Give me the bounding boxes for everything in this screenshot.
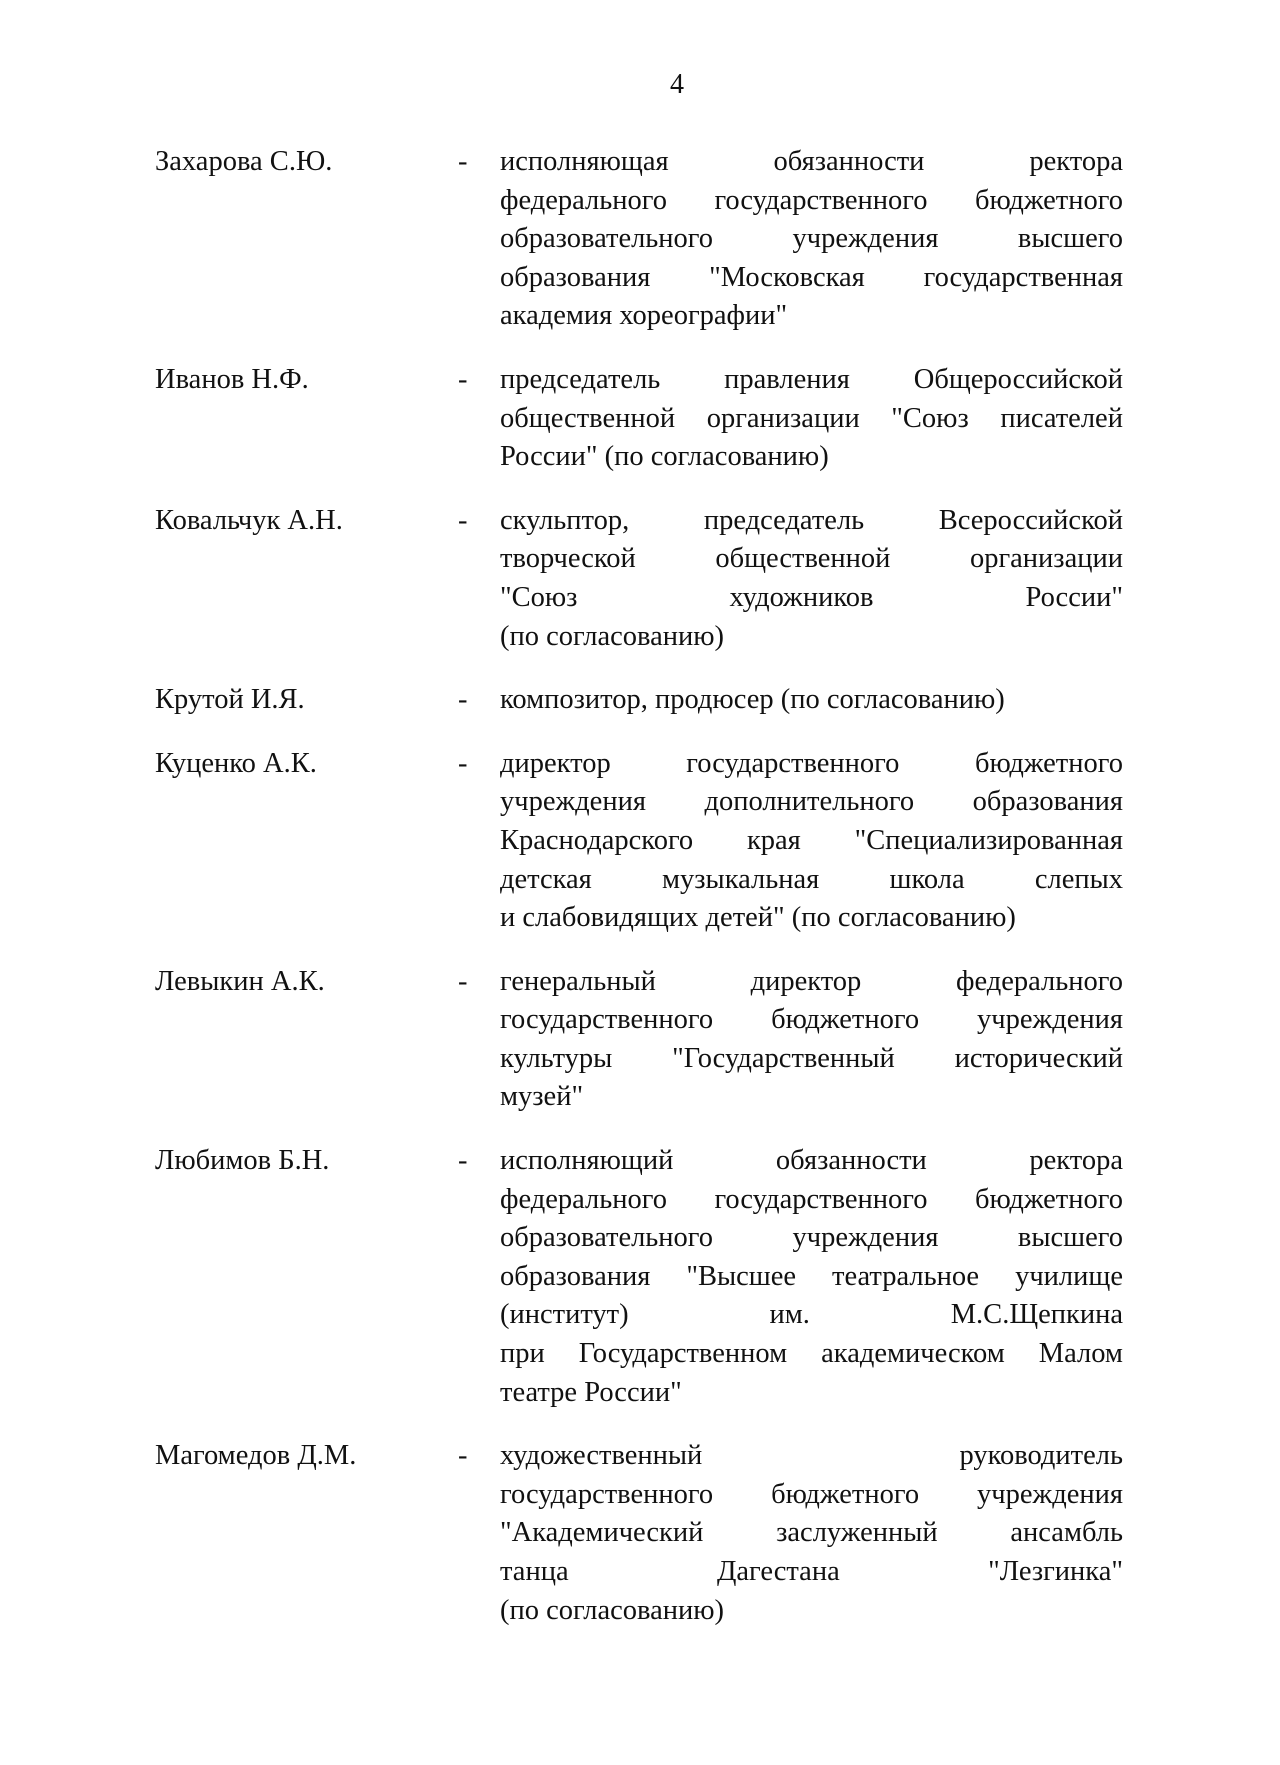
dash-separator: - [458,363,468,395]
member-position-description [500,681,1123,720]
word: "Специализированная [854,824,1123,856]
word: организации [706,402,860,434]
member-entry [155,1437,1123,1630]
word: бюджетного [771,1004,920,1036]
word: "Высшее [686,1260,797,1292]
description-line: и слабовидящих детей" (по согласованию) [500,902,1016,934]
member-name: Иванов Н.Ф. [155,363,309,395]
description-line: (по согласованию) [500,620,725,652]
word: танца [500,1556,569,1587]
word: края [746,824,801,856]
word: государственного [714,1183,928,1215]
word: Всероссийской [938,504,1123,536]
word: учреждения [977,1478,1123,1510]
word: исполняющая [500,146,669,177]
word: Краснодарского [500,824,694,856]
word: высшего [1017,223,1123,255]
word: детская [500,863,592,895]
word: образовательного [500,223,714,255]
word: государственного [500,1478,714,1510]
word: общественной [715,543,891,575]
word: учреждения [792,1222,939,1254]
word: "Академический [500,1517,704,1549]
description-line [500,361,1123,400]
word: исторический [954,1042,1123,1074]
member-position-description [500,361,1123,477]
word: высшего [1017,1222,1123,1254]
member-name: Левыкин А.К. [155,965,325,997]
word: "Союз [891,402,969,434]
word: директор [500,747,611,779]
description-line [500,1142,1123,1181]
word: образования [500,1260,651,1292]
word: "Союз [500,581,578,613]
word: творческой [500,543,636,575]
word: М.С.Щепкина [950,1299,1123,1331]
description-line [500,822,1123,861]
description-line [500,540,1123,579]
member-name: Ковальчук А.Н. [155,504,343,536]
description-line [500,1335,1123,1374]
member-position-description [500,143,1123,336]
description-line [500,220,1123,259]
word: государственного [500,1004,714,1036]
word: дополнительного [704,786,915,818]
description-line [500,259,1123,298]
word: писателей [1000,402,1123,434]
description-line [500,579,1123,618]
description-line [500,143,1123,182]
word: ректора [1029,1145,1123,1177]
word: исполняющий [500,1145,674,1177]
word: учреждения [500,786,646,818]
word: бюджетного [974,184,1123,216]
word: "Московская [709,261,865,293]
word: заслуженный [776,1517,938,1549]
word: слепых [1034,863,1123,895]
word: школа [889,863,965,895]
member-entry [155,681,1123,720]
member-entry [155,1142,1123,1412]
member-position-description [500,1437,1123,1630]
member-list [155,143,1123,1655]
description-line [500,861,1123,900]
word: федерального [956,965,1123,997]
member-entry [155,502,1123,656]
dash-separator: - [458,1440,468,1472]
word: председатель [703,504,865,536]
word: государственная [923,261,1123,293]
word: театральное [832,1260,980,1292]
member-name: Куценко А.К. [155,747,317,779]
member-entry [155,745,1123,938]
word: бюджетного [975,747,1123,779]
word: училище [1015,1260,1123,1292]
word: директор [750,965,862,997]
word: обязанности [773,146,925,177]
dash-separator: - [458,684,468,716]
word: учреждения [977,1004,1123,1036]
word: художественный [500,1440,703,1472]
word: председатель [500,363,661,395]
member-entry [155,361,1123,477]
word: России" [1025,581,1123,613]
word: генеральный [500,965,656,997]
word: обязанности [775,1145,927,1177]
dash-separator: - [458,146,468,177]
dash-separator: - [458,504,468,536]
description-line [500,1437,1123,1476]
word: ректора [1029,146,1123,177]
word: "Лезгинка" [988,1556,1123,1587]
description-line [500,502,1123,541]
member-position-description [500,502,1123,656]
member-position-description [500,963,1123,1117]
member-name: Крутой И.Я. [155,684,305,716]
description-line [500,1553,1123,1592]
word: правления [724,363,850,395]
description-line: театре России" [500,1376,682,1408]
description-line: академия хореографии" [500,300,788,332]
member-position-description [500,1142,1123,1412]
word: (институт) [500,1299,629,1331]
word: общественной [500,402,676,434]
word: бюджетного [974,1183,1123,1215]
member-entry [155,963,1123,1117]
word: организации [969,543,1123,575]
description-line [500,745,1123,784]
dash-separator: - [458,1145,468,1177]
description-line: (по согласованию) [500,1594,725,1626]
word: при [500,1338,545,1370]
description-line [500,1219,1123,1258]
dash-separator: - [458,747,468,779]
word: учреждения [792,223,939,255]
word: "Государственный [672,1042,895,1074]
word: государственного [714,184,928,216]
description-line [500,1001,1123,1040]
description-line [500,1181,1123,1220]
member-position-description [500,745,1123,938]
member-entry [155,143,1123,336]
word: образовательного [500,1222,714,1254]
word: Дагестана [716,1556,840,1587]
description-line [500,783,1123,822]
description-line [500,1296,1123,1335]
dash-separator: - [458,965,468,997]
member-name: Магомедов Д.М. [155,1440,357,1472]
word: бюджетного [771,1478,920,1510]
word: им. [769,1299,810,1331]
description-line: музей" [500,1081,584,1113]
word: Государственном [578,1338,788,1370]
description-line [500,1258,1123,1297]
word: образования [500,261,651,293]
word: образования [972,786,1123,818]
description-line [500,400,1123,439]
word: Общероссийской [913,363,1123,395]
member-name: Любимов Б.Н. [155,1145,330,1177]
description-line: России" (по согласованию) [500,441,829,473]
page-number: 4 [670,69,684,100]
word: государственного [686,747,900,779]
description-line [500,182,1123,221]
description-line [500,1476,1123,1515]
word: руководитель [959,1440,1123,1472]
word: федерального [500,184,667,216]
description-line [500,1040,1123,1079]
word: музыкальная [662,863,820,895]
word: ансамбль [1010,1517,1123,1549]
description-line [500,963,1123,1002]
description-line: композитор, продюсер (по согласованию) [500,684,1005,716]
word: Малом [1038,1338,1123,1370]
word: академическом [821,1338,1005,1370]
word: скульптор, [500,504,630,536]
member-name: Захарова С.Ю. [155,146,333,177]
word: культуры [500,1042,613,1074]
word: художников [729,581,874,613]
description-line [500,1514,1123,1553]
word: федерального [500,1183,667,1215]
